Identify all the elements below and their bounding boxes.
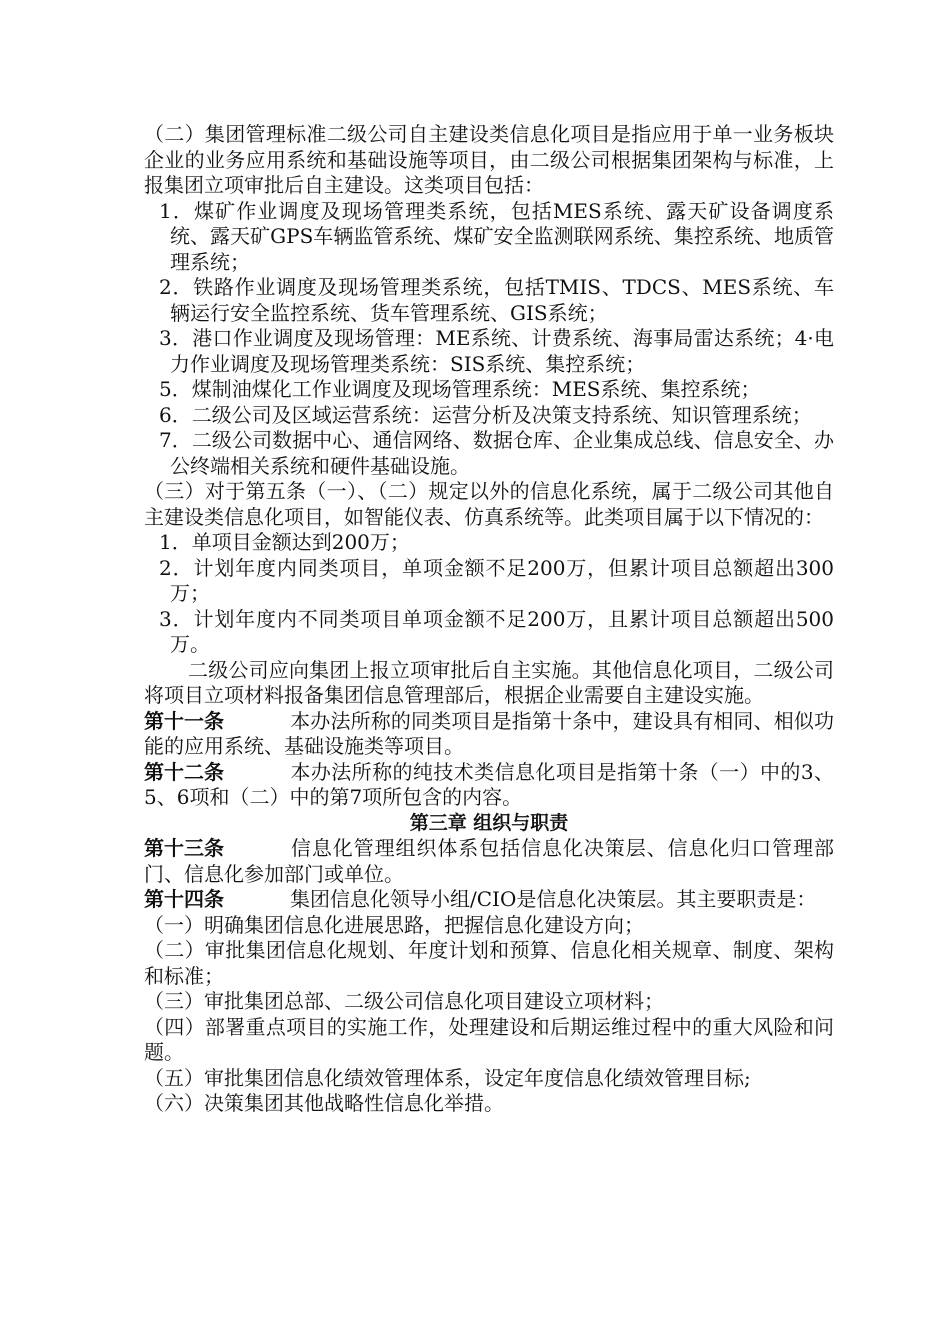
article-12 bbox=[144, 760, 834, 811]
article-14-duty: （四）部署重点项目的实施工作，处理建设和后期运维过程中的重大风险和问题。 bbox=[144, 1014, 834, 1064]
section-three-intro: （三）对于第五条（一）、（二）规定以外的信息化系统，属于二级公司其他自主建设类信息化项目，如智能仪表、仿真系统等。此类项目属于以下情况的： bbox=[144, 479, 834, 529]
section-two-item: 1．煤矿作业调度及现场管理类系统，包括MES系统、露天矿设备调度系统、露天矿GPS车辆监管系统、煤矿安全监测联网系统、集控系统、地质管理系统； bbox=[159, 198, 834, 274]
section-three-item: 3．计划年度内不同类项目单项金额不足200万，且累计项目总额超出500万。 bbox=[159, 606, 834, 656]
section-two-intro: （二）集团管理标准二级公司自主建设类信息化项目是指应用于单一业务板块企业的业务应用系统和基础设施等项目，由二级公司根据集团架构与标准，上报集团立项审批后自主建设。这类项目包括： bbox=[144, 122, 834, 197]
article-14-duty: （六）决策集团其他战略性信息化举措。 bbox=[144, 1091, 504, 1115]
section-two-item: 2．铁路作业调度及现场管理类系统，包括TMIS、TDCS、MES系统、车辆运行安全监控系统、货车管理系统、GIS系统； bbox=[159, 275, 834, 325]
section-two-item: 5．煤制油煤化工作业调度及现场管理系统：MES系统、集控系统； bbox=[159, 377, 761, 401]
article-11-text: 本办法所称的同类项目是指第十条中，建设具有相同、相似功能的应用系统、基础设施类等项目。 bbox=[144, 708, 834, 758]
article-14-duty: （一）明确集团信息化进展思路，把握信息化建设方向； bbox=[144, 912, 644, 937]
article-13-label: 第十三条 bbox=[144, 836, 224, 860]
article-12-text: 本办法所称的纯技术类信息化项目是指第十条（一）中的3、5、6项和（二）中的第7项所包含的内容。 bbox=[144, 759, 834, 809]
section-two-item: 6．二级公司及区域运营系统：运营分析及决策支持系统、知识管理系统； bbox=[159, 402, 812, 427]
article-14-duty: （三）审批集团总部、二级公司信息化项目建设立项材料； bbox=[144, 989, 664, 1013]
section-three-item: 1．单项目金额达到200万； bbox=[159, 530, 410, 554]
article-13 bbox=[144, 836, 834, 887]
article-12-label: 第十二条 bbox=[144, 759, 224, 784]
section-two-item: 3．港口作业调度及现场管理：ME系统、计费系统、海事局雷达系统；4·电力作业调度及现场管理类系统：SIS系统、集控系统； bbox=[159, 326, 834, 376]
article-11 bbox=[144, 709, 834, 760]
article-14 bbox=[144, 887, 834, 913]
document-page bbox=[144, 122, 834, 1117]
section-three-closing: 二级公司应向集团上报立项审批后自主实施。其他信息化项目，二级公司将项目立项材料报备集团信息管理部后，根据企业需要自主建设实施。 bbox=[144, 657, 834, 707]
section-two-item: 7．二级公司数据中心、通信网络、数据仓库、企业集成总线、信息安全、办公终端相关系统和硬件基础设施。 bbox=[159, 428, 834, 478]
article-14-duty: （五）审批集团信息化绩效管理体系，设定年度信息化绩效管理目标; bbox=[144, 1065, 751, 1090]
article-11-label: 第十一条 bbox=[144, 708, 224, 733]
article-13-text: 信息化管理组织体系包括信息化决策层、信息化归口管理部门、信息化参加部门或单位。 bbox=[144, 836, 834, 886]
article-14-text: 集团信息化领导小组/CIO是信息化决策层。其主要职责是： bbox=[290, 887, 817, 911]
article-14-duty: （二）审批集团信息化规划、年度计划和预算、信息化相关规章、制度、架构和标准； bbox=[144, 938, 834, 988]
chapter-title: 第三章 组织与职责 bbox=[409, 811, 569, 834]
section-three-item: 2．计划年度内同类项目，单项金额不足200万，但累计项目总额超出300万； bbox=[159, 555, 834, 605]
article-14-label: 第十四条 bbox=[144, 887, 224, 911]
